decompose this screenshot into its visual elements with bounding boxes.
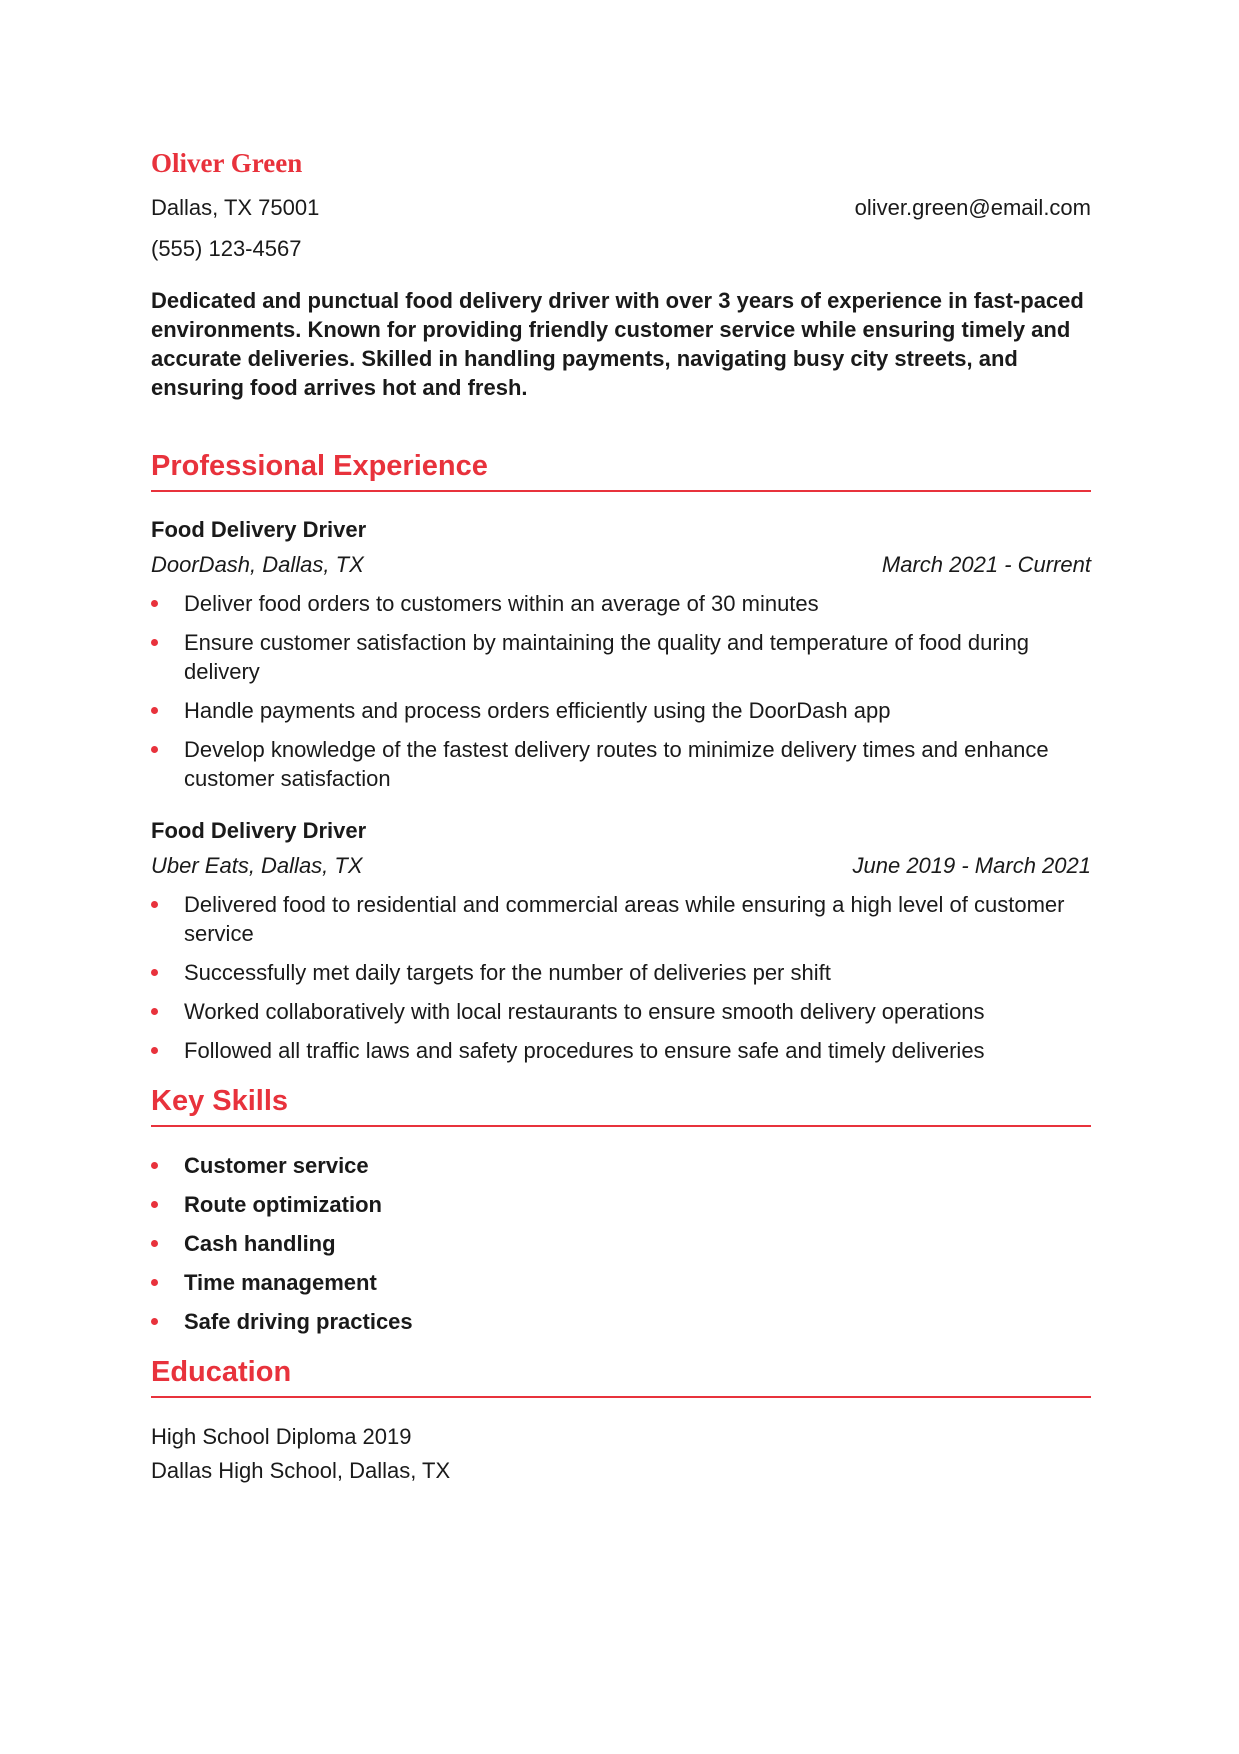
summary: Dedicated and punctual food delivery driver with over 3 years of experience in fast-paced environments. Known for providing friendly customer service while ensuring timely and accurate deliveries. Skilled in handling payments, navigating busy city streets, and ensuring food arrives hot and fresh. — [151, 288, 1084, 400]
list-item — [151, 696, 1091, 725]
list-item — [151, 1151, 1091, 1180]
bullet-icon — [151, 639, 158, 646]
education-entry — [151, 1420, 1091, 1488]
job-entry — [151, 516, 1091, 793]
candidate-name: Oliver Green — [151, 148, 303, 178]
job-bullets — [151, 589, 1091, 793]
list-item — [151, 1036, 1091, 1065]
list-item — [151, 1190, 1091, 1219]
skills-section — [151, 1083, 1091, 1336]
job-meta — [151, 551, 1091, 579]
list-item — [151, 589, 1091, 618]
bullet-text: Followed all traffic laws and safety procedures to ensure safe and timely deliveries — [184, 1038, 985, 1063]
list-item — [151, 1229, 1091, 1258]
bullet-icon — [151, 707, 158, 714]
bullet-icon — [151, 1162, 158, 1169]
bullet-icon — [151, 1279, 158, 1286]
job-meta — [151, 852, 1091, 880]
bullet-icon — [151, 969, 158, 976]
skills-list — [151, 1151, 1091, 1336]
job-dates: March 2021 - Current — [881, 552, 1091, 577]
bullet-icon — [151, 1318, 158, 1325]
bullet-text: Ensure customer satisfaction by maintaining the quality and temperature of food during delivery — [184, 630, 1030, 684]
bullet-icon — [151, 901, 158, 908]
experience-section — [151, 448, 1091, 1065]
bullet-text: Worked collaboratively with local restaurants to ensure smooth delivery operations — [184, 999, 985, 1024]
list-item — [151, 628, 1091, 686]
skill-text: Safe driving practices — [184, 1309, 413, 1334]
bullet-text: Deliver food orders to customers within an average of 30 minutes — [184, 591, 819, 616]
degree: High School Diploma 2019 — [151, 1424, 412, 1449]
section-title-experience: Professional Experience — [151, 448, 1091, 492]
bullet-icon — [151, 600, 158, 607]
bullet-text: Handle payments and process orders efficiently using the DoorDash app — [184, 698, 891, 723]
skill-text: Route optimization — [184, 1192, 382, 1217]
contact-row — [151, 194, 1091, 222]
job-company: Uber Eats, Dallas, TX — [151, 853, 363, 878]
list-item — [151, 735, 1091, 793]
job-bullets — [151, 890, 1091, 1065]
bullet-icon — [151, 1047, 158, 1054]
skill-text: Cash handling — [184, 1231, 336, 1256]
resume-page — [151, 146, 1091, 1488]
bullet-icon — [151, 1240, 158, 1247]
school: Dallas High School, Dallas, TX — [151, 1458, 451, 1483]
contact-row-phone — [151, 235, 1091, 263]
job-entry — [151, 817, 1091, 1065]
bullet-icon — [151, 1201, 158, 1208]
section-title-education: Education — [151, 1354, 1091, 1398]
list-item — [151, 997, 1091, 1026]
skill-text: Customer service — [184, 1153, 369, 1178]
list-item — [151, 958, 1091, 987]
education-section — [151, 1354, 1091, 1488]
job-dates: June 2019 - March 2021 — [852, 853, 1091, 878]
skill-text: Time management — [184, 1270, 377, 1295]
bullet-icon — [151, 1008, 158, 1015]
list-item — [151, 890, 1091, 948]
phone: (555) 123-4567 — [151, 236, 302, 261]
section-title-skills: Key Skills — [151, 1083, 1091, 1127]
list-item — [151, 1307, 1091, 1336]
job-title: Food Delivery Driver — [151, 517, 367, 542]
bullet-icon — [151, 746, 158, 753]
job-title: Food Delivery Driver — [151, 818, 367, 843]
email: oliver.green@email.com — [854, 195, 1091, 220]
bullet-text: Delivered food to residential and commercial areas while ensuring a high level of customer service — [184, 892, 1065, 946]
bullet-text: Successfully met daily targets for the number of deliveries per shift — [184, 960, 831, 985]
address: Dallas, TX 75001 — [151, 195, 320, 220]
job-company: DoorDash, Dallas, TX — [151, 552, 364, 577]
bullet-text: Develop knowledge of the fastest delivery routes to minimize delivery times and enhance customer satisfaction — [184, 737, 1049, 791]
list-item — [151, 1268, 1091, 1297]
